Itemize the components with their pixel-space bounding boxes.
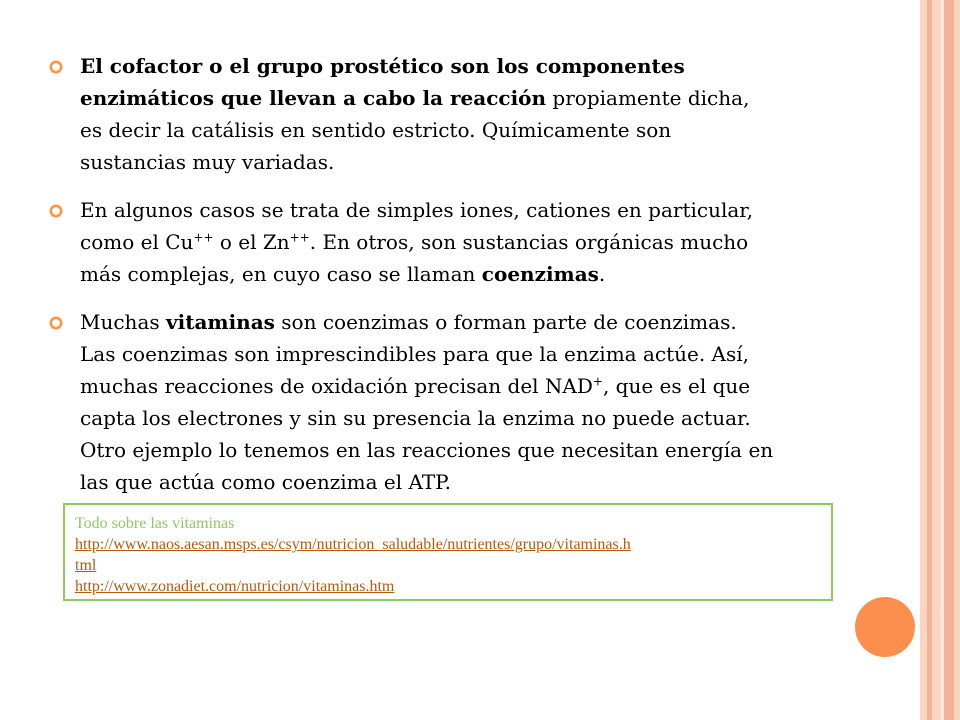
bullet-icon (48, 203, 64, 219)
bullet-item-iones (48, 194, 878, 290)
bold-text: enzimáticos que llevan a cabo la reacción (80, 86, 547, 110)
bullet-list (48, 50, 878, 514)
text: o el Zn (213, 230, 290, 254)
text: . En otros, son sustancias orgánicas mucho (309, 230, 749, 254)
bullet-item-cofactor (48, 50, 878, 178)
bullet-line (80, 370, 878, 402)
bullet-line: Otro ejemplo lo tenemos en las reacciones que necesitan energía en (80, 438, 774, 462)
link-text[interactable]: tml (75, 557, 97, 574)
bold-text: coenzimas (481, 262, 599, 286)
bullet-item-vitaminas (48, 306, 878, 498)
superscript: ++ (193, 230, 214, 245)
superscript: ++ (289, 230, 310, 245)
bullet-line: capta los electrones y sin su presencia la enzima no puede actuar. (80, 406, 751, 430)
stripe-3 (932, 0, 940, 720)
references-title: Todo sobre las vitaminas (75, 515, 235, 532)
text: Muchas (80, 310, 166, 334)
stripe-6 (954, 0, 960, 720)
stripe-5 (944, 0, 954, 720)
text: como el Cu (80, 230, 194, 254)
text: son coenzimas o forman parte de coenzimas. (274, 310, 737, 334)
bullet-line: Las coenzimas son imprescindibles para que la enzima actúe. Así, (80, 342, 750, 366)
bullet-line: es decir la catálisis en sentido estricto. Químicamente son (80, 118, 672, 142)
bold-text: vitaminas (166, 310, 275, 334)
bullet-line (80, 50, 878, 82)
references-box (63, 503, 833, 601)
bullet-line (80, 306, 878, 338)
bullet-line (80, 258, 878, 290)
bullet-line (80, 82, 878, 114)
text: , que es el que (602, 374, 751, 398)
bullet-icon (48, 59, 64, 75)
link-naos[interactable] (75, 534, 831, 576)
link-text[interactable]: http://www.naos.aesan.msps.es/csym/nutricion_saludable/nutrientes/grupo/vitaminas.h (75, 536, 631, 553)
decorative-stripes (920, 0, 960, 720)
bold-text: El cofactor o el grupo prostético son los componentes (80, 54, 685, 78)
bullet-line: las que actúa como coenzima el ATP. (80, 470, 451, 494)
bullet-line (80, 226, 878, 258)
superscript: + (592, 374, 603, 389)
decorative-orange-circle (855, 597, 915, 657)
text: . (598, 262, 606, 286)
text: muchas reacciones de oxidación precisan del NAD (80, 374, 593, 398)
bullet-icon (48, 315, 64, 331)
bullet-line: sustancias muy variadas. (80, 150, 335, 174)
text: propiamente dicha, (546, 86, 750, 110)
bullet-line: En algunos casos se trata de simples iones, cationes en particular, (80, 198, 753, 222)
stripe-1 (920, 0, 927, 720)
text: más complejas, en cuyo caso se llaman (80, 262, 482, 286)
link-zonadiet[interactable]: http://www.zonadiet.com/nutricion/vitaminas.htm (75, 578, 395, 595)
